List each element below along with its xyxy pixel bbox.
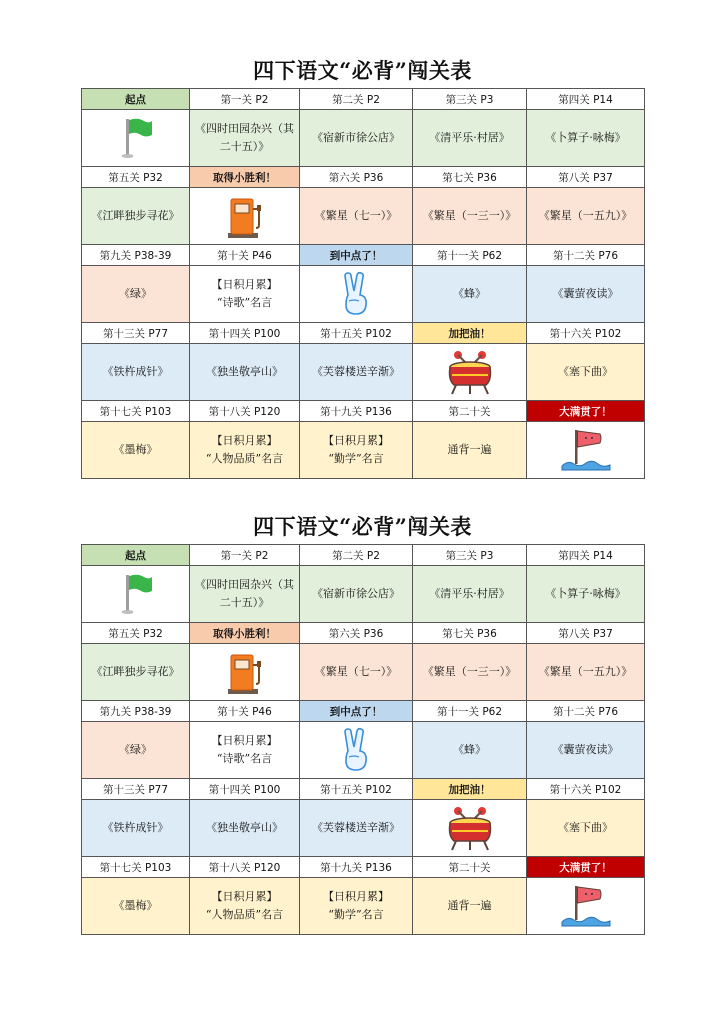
level-header: 第十九关 P136 <box>300 857 413 878</box>
level-header: 第八关 P37 <box>527 167 645 188</box>
victory-hand-icon <box>339 727 373 773</box>
poem-cell: 《塞下曲》 <box>527 344 645 401</box>
goal-flag-icon <box>558 882 614 930</box>
poem-cell: 《墨梅》 <box>82 422 190 479</box>
level-header: 第十四关 P100 <box>190 779 300 800</box>
poem-cell: 《芙蓉楼送辛渐》 <box>300 344 413 401</box>
poem-cell: 《四时田园杂兴（其二十五）》 <box>190 566 300 623</box>
level-header: 第四关 P14 <box>527 545 645 566</box>
poem-cell: 《江畔独步寻花》 <box>82 644 190 701</box>
green-flag-icon <box>116 571 156 617</box>
quote-heading: 【日积月累】 <box>323 434 389 447</box>
level-header: 第二十关 <box>413 401 527 422</box>
milestone-label: 大满贯了！ <box>527 857 645 878</box>
level-header: 第十六关 P102 <box>527 323 645 344</box>
milestone-label: 取得小胜利！ <box>190 623 300 644</box>
level-header: 第十三关 P77 <box>82 779 190 800</box>
quote-topic: “勤学”名言 <box>328 908 384 921</box>
level-header: 第七关 P36 <box>413 623 527 644</box>
goal-icon-cell <box>527 878 645 935</box>
quote-heading: 【日积月累】 <box>211 890 278 903</box>
poem-cell: 《芙蓉楼送辛渐》 <box>300 800 413 857</box>
poem-cell: 《墨梅》 <box>82 878 190 935</box>
level-header: 第十八关 P120 <box>190 857 300 878</box>
poem-cell: 《繁星（一五九）》 <box>527 188 645 245</box>
milestone-icon-cell <box>300 722 413 779</box>
level-header: 第九关 P38-39 <box>82 701 190 722</box>
poem-cell: 《繁星（七一）》 <box>300 188 413 245</box>
start-flag-cell <box>82 566 190 623</box>
level-header: 第十七关 P103 <box>82 401 190 422</box>
quote-cell <box>190 722 300 779</box>
level-header: 第七关 P36 <box>413 167 527 188</box>
level-header: 第十八关 P120 <box>190 401 300 422</box>
poem-cell: 《卜算子·咏梅》 <box>527 110 645 167</box>
level-header: 第十六关 P102 <box>527 779 645 800</box>
goal-icon-cell <box>527 422 645 479</box>
level-header: 第十五关 P102 <box>300 779 413 800</box>
milestone-label: 加把油！ <box>413 323 527 344</box>
sheet-title: 四下语文“必背”闯关表 <box>253 58 472 83</box>
poem-cell: 《蜂》 <box>413 266 527 323</box>
level-header: 第八关 P37 <box>527 623 645 644</box>
level-header: 第十关 P46 <box>190 701 300 722</box>
poem-cell: 《绿》 <box>82 722 190 779</box>
review-cell: 通背一遍 <box>413 878 527 935</box>
checklist-sheet-1 <box>81 54 644 479</box>
quote-heading: 【日积月累】 <box>211 278 278 291</box>
poem-cell: 《繁星（七一）》 <box>300 644 413 701</box>
quote-cell <box>300 422 413 479</box>
poem-cell: 《繁星（一三一）》 <box>413 644 527 701</box>
start-cell: 起点 <box>82 545 190 566</box>
sheet-title: 四下语文“必背”闯关表 <box>253 514 472 539</box>
milestone-icon-cell <box>413 344 527 401</box>
poem-cell: 《囊萤夜读》 <box>527 266 645 323</box>
checklist-sheet-2 <box>81 510 644 935</box>
checklist-table <box>81 88 645 479</box>
drum-icon <box>444 347 496 397</box>
level-header: 第十七关 P103 <box>82 857 190 878</box>
level-header: 第十三关 P77 <box>82 323 190 344</box>
level-header: 第六关 P36 <box>300 623 413 644</box>
milestone-label: 取得小胜利！ <box>190 167 300 188</box>
level-header: 第一关 P2 <box>190 545 300 566</box>
goal-flag-icon <box>558 426 614 474</box>
poem-cell: 《卜算子·咏梅》 <box>527 566 645 623</box>
milestone-icon-cell <box>190 644 300 701</box>
level-header: 第十一关 P62 <box>413 701 527 722</box>
level-header: 第十一关 P62 <box>413 245 527 266</box>
poem-cell: 《塞下曲》 <box>527 800 645 857</box>
poem-cell: 《铁杵成针》 <box>82 800 190 857</box>
poem-cell: 《蜂》 <box>413 722 527 779</box>
milestone-label: 加把油！ <box>413 779 527 800</box>
quote-cell <box>300 878 413 935</box>
level-header: 第五关 P32 <box>82 623 190 644</box>
quote-cell <box>190 422 300 479</box>
milestone-label: 到中点了！ <box>300 245 413 266</box>
level-header: 第十关 P46 <box>190 245 300 266</box>
quote-cell <box>190 266 300 323</box>
level-header: 第三关 P3 <box>413 89 527 110</box>
quote-topic: “人物品质”名言 <box>205 452 284 465</box>
level-header: 第二关 P2 <box>300 545 413 566</box>
drum-icon <box>444 803 496 853</box>
start-flag-cell <box>82 110 190 167</box>
milestone-icon-cell <box>190 188 300 245</box>
level-header: 第五关 P32 <box>82 167 190 188</box>
milestone-label: 大满贯了！ <box>527 401 645 422</box>
level-header: 第十二关 P76 <box>527 701 645 722</box>
poem-cell: 《四时田园杂兴（其二十五）》 <box>190 110 300 167</box>
checklist-table <box>81 544 645 935</box>
quote-heading: 【日积月累】 <box>323 890 389 903</box>
level-header: 第三关 P3 <box>413 545 527 566</box>
level-header: 第二十关 <box>413 857 527 878</box>
review-cell: 通背一遍 <box>413 422 527 479</box>
level-header: 第十二关 P76 <box>527 245 645 266</box>
poem-cell: 《宿新市徐公店》 <box>300 110 413 167</box>
poem-cell: 《绿》 <box>82 266 190 323</box>
poem-cell: 《繁星（一三一）》 <box>413 188 527 245</box>
fuel-pump-icon <box>224 193 266 239</box>
poem-cell: 《独坐敬亭山》 <box>190 800 300 857</box>
poem-cell: 《清平乐·村居》 <box>413 566 527 623</box>
quote-heading: 【日积月累】 <box>211 734 278 747</box>
level-header: 第九关 P38-39 <box>82 245 190 266</box>
quote-topic: “诗歌”名言 <box>216 296 273 309</box>
level-header: 第十五关 P102 <box>300 323 413 344</box>
level-header: 第十九关 P136 <box>300 401 413 422</box>
quote-topic: “勤学”名言 <box>328 452 384 465</box>
start-cell: 起点 <box>82 89 190 110</box>
poem-cell: 《宿新市徐公店》 <box>300 566 413 623</box>
level-header: 第四关 P14 <box>527 89 645 110</box>
poem-cell: 《独坐敬亭山》 <box>190 344 300 401</box>
level-header: 第一关 P2 <box>190 89 300 110</box>
quote-cell <box>190 878 300 935</box>
poem-cell: 《江畔独步寻花》 <box>82 188 190 245</box>
quote-heading: 【日积月累】 <box>211 434 278 447</box>
level-header: 第六关 P36 <box>300 167 413 188</box>
poem-cell: 《繁星（一五九）》 <box>527 644 645 701</box>
milestone-icon-cell <box>300 266 413 323</box>
poem-cell: 《铁杵成针》 <box>82 344 190 401</box>
green-flag-icon <box>116 115 156 161</box>
level-header: 第二关 P2 <box>300 89 413 110</box>
poem-cell: 《囊萤夜读》 <box>527 722 645 779</box>
fuel-pump-icon <box>224 649 266 695</box>
quote-topic: “人物品质”名言 <box>205 908 284 921</box>
poem-cell: 《清平乐·村居》 <box>413 110 527 167</box>
victory-hand-icon <box>339 271 373 317</box>
level-header: 第十四关 P100 <box>190 323 300 344</box>
quote-topic: “诗歌”名言 <box>216 752 273 765</box>
milestone-label: 到中点了！ <box>300 701 413 722</box>
milestone-icon-cell <box>413 800 527 857</box>
